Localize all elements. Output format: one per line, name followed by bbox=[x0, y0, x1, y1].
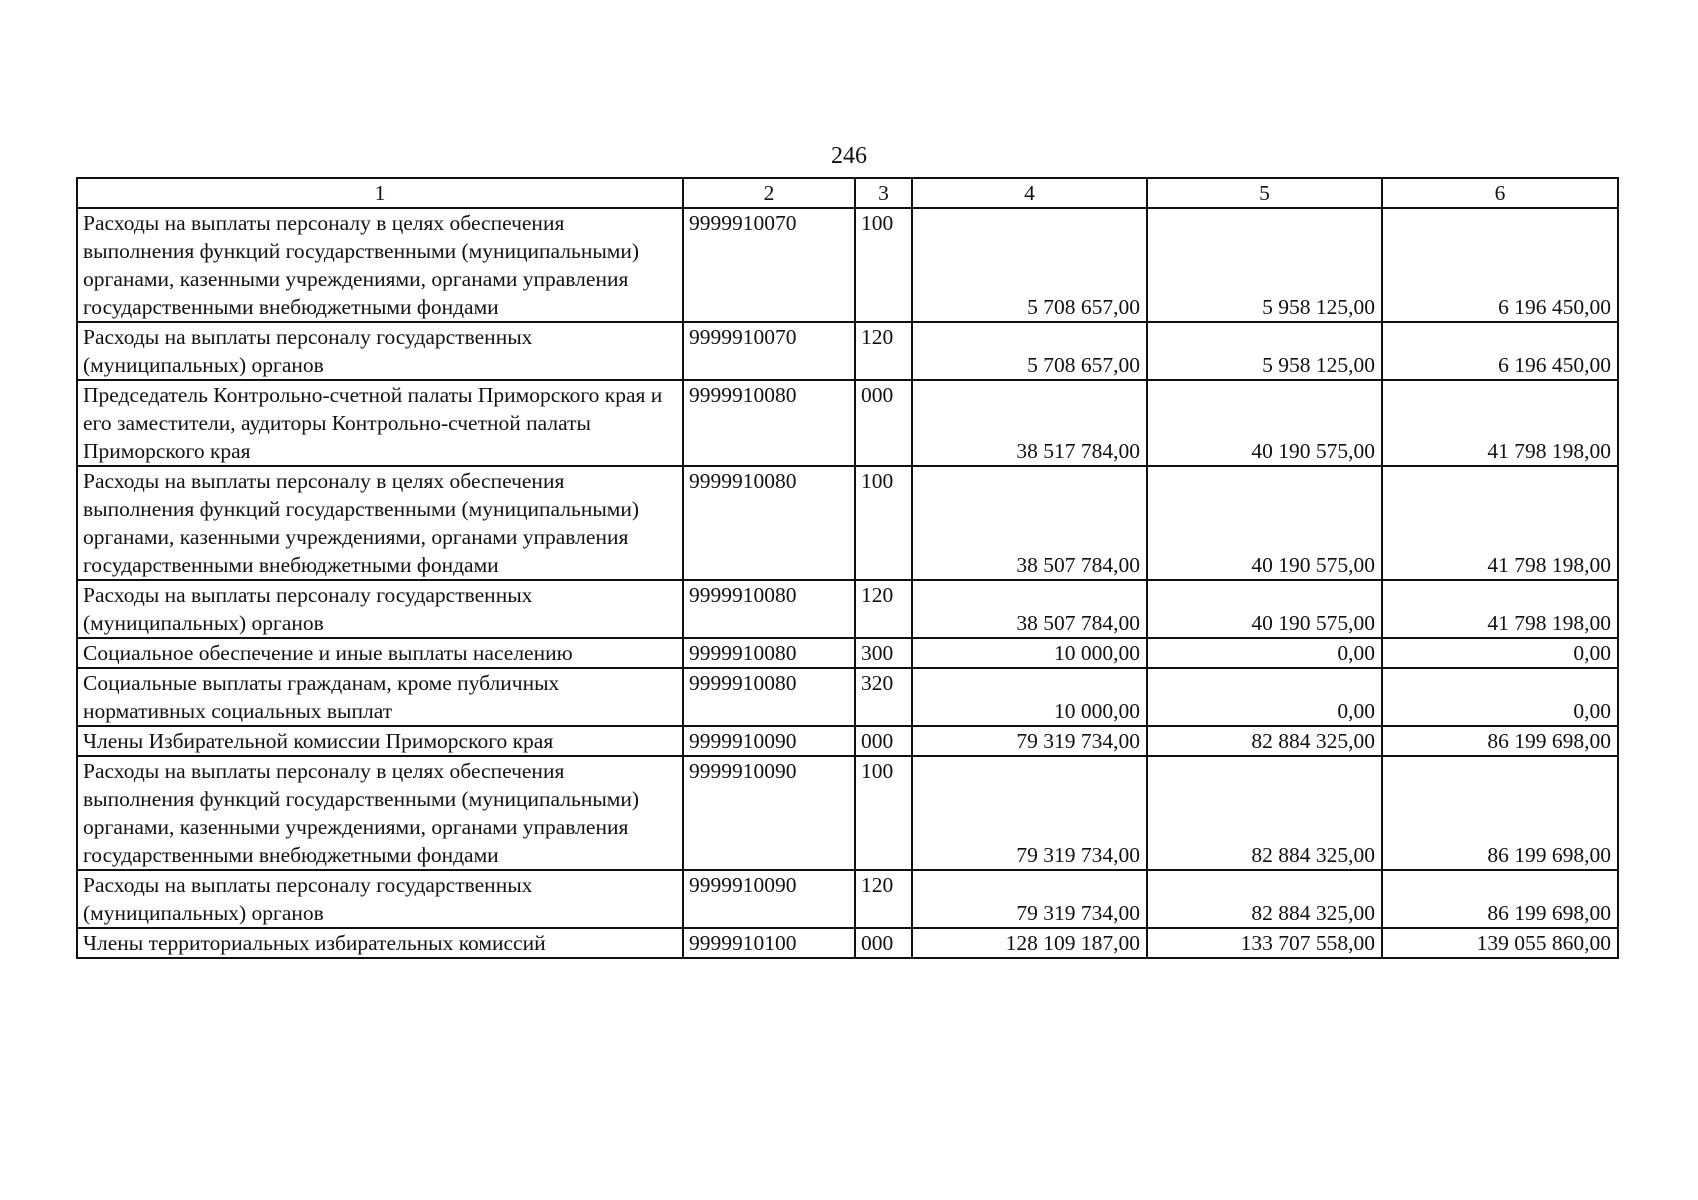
row-type: 320 bbox=[855, 668, 912, 726]
row-code: 9999910080 bbox=[683, 466, 855, 580]
row-sum-4: 38 507 784,00 bbox=[912, 580, 1147, 638]
table-row bbox=[77, 870, 1618, 928]
row-type: 300 bbox=[855, 638, 912, 668]
row-type: 120 bbox=[855, 580, 912, 638]
column-header-5: 5 bbox=[1147, 178, 1382, 208]
row-code: 9999910080 bbox=[683, 638, 855, 668]
page-number: 246 bbox=[831, 143, 867, 169]
row-name: Расходы на выплаты персоналу в целях обеспечения выполнения функций государственными (муниципальными) органами, казенными учреждениями, органами управления государственными внебюджетными фондами bbox=[77, 466, 683, 580]
row-type: 100 bbox=[855, 466, 912, 580]
row-sum-4: 79 319 734,00 bbox=[912, 756, 1147, 870]
row-type: 100 bbox=[855, 208, 912, 322]
table-row bbox=[77, 466, 1618, 580]
row-sum-6: 0,00 bbox=[1382, 668, 1618, 726]
row-sum-6: 86 199 698,00 bbox=[1382, 726, 1618, 756]
row-sum-5: 0,00 bbox=[1147, 668, 1382, 726]
row-code: 9999910080 bbox=[683, 580, 855, 638]
row-type: 000 bbox=[855, 928, 912, 958]
column-header-6: 6 bbox=[1382, 178, 1618, 208]
row-sum-5: 82 884 325,00 bbox=[1147, 870, 1382, 928]
row-sum-6: 6 196 450,00 bbox=[1382, 322, 1618, 380]
row-sum-5: 5 958 125,00 bbox=[1147, 322, 1382, 380]
row-type: 100 bbox=[855, 756, 912, 870]
table-row bbox=[77, 580, 1618, 638]
row-sum-4: 79 319 734,00 bbox=[912, 870, 1147, 928]
column-header-2: 2 bbox=[683, 178, 855, 208]
row-sum-4: 5 708 657,00 bbox=[912, 208, 1147, 322]
row-type: 000 bbox=[855, 726, 912, 756]
row-sum-4: 10 000,00 bbox=[912, 638, 1147, 668]
row-sum-5: 5 958 125,00 bbox=[1147, 208, 1382, 322]
row-sum-6: 41 798 198,00 bbox=[1382, 380, 1618, 466]
row-name: Расходы на выплаты персоналу в целях обеспечения выполнения функций государственными (муниципальными) органами, казенными учреждениями, органами управления государственными внебюджетными фондами bbox=[77, 756, 683, 870]
table-row bbox=[77, 726, 1618, 756]
row-sum-6: 41 798 198,00 bbox=[1382, 466, 1618, 580]
row-sum-4: 38 507 784,00 bbox=[912, 466, 1147, 580]
row-sum-4: 79 319 734,00 bbox=[912, 726, 1147, 756]
table-row bbox=[77, 756, 1618, 870]
row-sum-5: 40 190 575,00 bbox=[1147, 466, 1382, 580]
row-name: Расходы на выплаты персоналу в целях обеспечения выполнения функций государственными (муниципальными) органами, казенными учреждениями, органами управления государственными внебюджетными фондами bbox=[77, 208, 683, 322]
row-code: 9999910090 bbox=[683, 870, 855, 928]
row-sum-6: 0,00 bbox=[1382, 638, 1618, 668]
row-code: 9999910080 bbox=[683, 380, 855, 466]
row-name: Расходы на выплаты персоналу государственных (муниципальных) органов bbox=[77, 580, 683, 638]
row-sum-4: 5 708 657,00 bbox=[912, 322, 1147, 380]
table-header-row bbox=[77, 178, 1618, 208]
row-sum-5: 0,00 bbox=[1147, 638, 1382, 668]
row-name: Социальное обеспечение и иные выплаты населению bbox=[77, 638, 683, 668]
row-sum-4: 128 109 187,00 bbox=[912, 928, 1147, 958]
row-code: 9999910080 bbox=[683, 668, 855, 726]
row-name: Председатель Контрольно-счетной палаты Приморского края и его заместители, аудиторы Контрольно-счетной палаты Приморского края bbox=[77, 380, 683, 466]
table-row bbox=[77, 322, 1618, 380]
row-sum-5: 133 707 558,00 bbox=[1147, 928, 1382, 958]
table-row bbox=[77, 380, 1618, 466]
column-header-4: 4 bbox=[912, 178, 1147, 208]
row-name: Социальные выплаты гражданам, кроме публичных нормативных социальных выплат bbox=[77, 668, 683, 726]
table-row bbox=[77, 638, 1618, 668]
row-sum-4: 10 000,00 bbox=[912, 668, 1147, 726]
table-row bbox=[77, 208, 1618, 322]
row-type: 120 bbox=[855, 870, 912, 928]
row-sum-6: 41 798 198,00 bbox=[1382, 580, 1618, 638]
column-header-1: 1 bbox=[77, 178, 683, 208]
row-name: Расходы на выплаты персоналу государственных (муниципальных) органов bbox=[77, 322, 683, 380]
row-sum-6: 86 199 698,00 bbox=[1382, 756, 1618, 870]
column-header-3: 3 bbox=[855, 178, 912, 208]
row-type: 000 bbox=[855, 380, 912, 466]
table-row bbox=[77, 928, 1618, 958]
row-code: 9999910090 bbox=[683, 726, 855, 756]
row-sum-6: 86 199 698,00 bbox=[1382, 870, 1618, 928]
row-sum-5: 82 884 325,00 bbox=[1147, 726, 1382, 756]
row-code: 9999910100 bbox=[683, 928, 855, 958]
row-code: 9999910090 bbox=[683, 756, 855, 870]
row-name: Расходы на выплаты персоналу государственных (муниципальных) органов bbox=[77, 870, 683, 928]
row-name: Члены Избирательной комиссии Приморского края bbox=[77, 726, 683, 756]
row-sum-6: 6 196 450,00 bbox=[1382, 208, 1618, 322]
row-sum-5: 82 884 325,00 bbox=[1147, 756, 1382, 870]
table-row bbox=[77, 668, 1618, 726]
row-code: 9999910070 bbox=[683, 208, 855, 322]
row-sum-4: 38 517 784,00 bbox=[912, 380, 1147, 466]
row-sum-6: 139 055 860,00 bbox=[1382, 928, 1618, 958]
budget-table bbox=[76, 177, 1619, 959]
row-code: 9999910070 bbox=[683, 322, 855, 380]
row-name: Члены территориальных избирательных комиссий bbox=[77, 928, 683, 958]
row-sum-5: 40 190 575,00 bbox=[1147, 380, 1382, 466]
row-type: 120 bbox=[855, 322, 912, 380]
row-sum-5: 40 190 575,00 bbox=[1147, 580, 1382, 638]
